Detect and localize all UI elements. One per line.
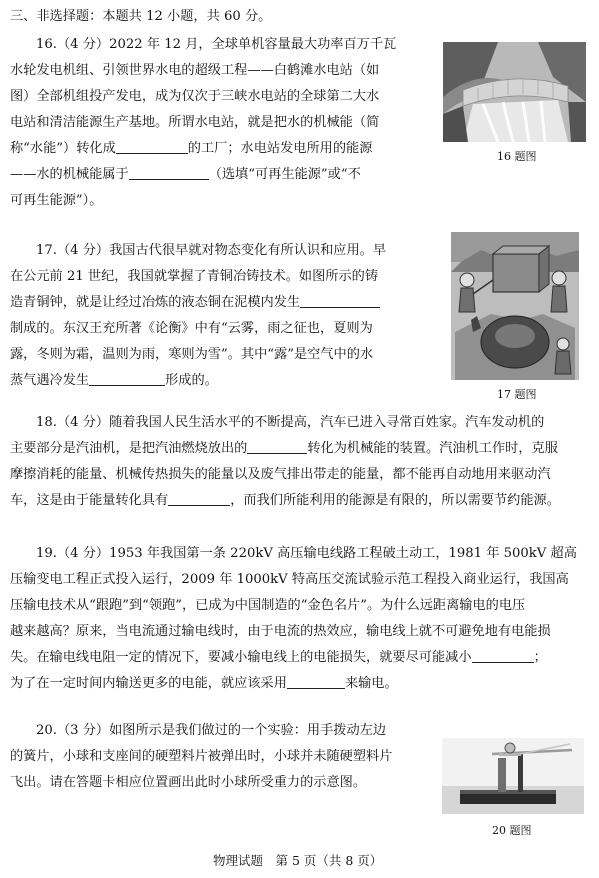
q16-line-6: ——水的机械能属于 （选填“可再生能源”或“不 bbox=[10, 162, 361, 188]
bronze-casting-illustration bbox=[451, 232, 579, 380]
q16-line-7: 可再生能源”）。 bbox=[10, 193, 103, 208]
q18-line-2: 主要部分是汽油机，是把汽油燃烧放出的 转化为机械能的装置。汽油机工作时，克服 bbox=[10, 436, 558, 462]
q19-blank-2[interactable] bbox=[287, 673, 345, 689]
page-footer: 物理试题 第 5 页（共 8 页） bbox=[213, 853, 383, 868]
q17-line-2: 在公元前 21 世纪，我国就掌握了青铜冶铸技术。如图所示的铸 bbox=[10, 269, 379, 284]
q17-line-1: 17.（4 分）我国古代很早就对物态变化有所认识和应用。早 bbox=[36, 243, 387, 258]
q17-blank-1[interactable] bbox=[300, 292, 380, 308]
q16-line-2: 水轮发电机组、引领世界水电的超级工程——白鹤滩水电站（如 bbox=[10, 63, 380, 78]
q18-line-3: 摩擦消耗的能量、机械传热损失的能量以及废气排出带走的能量，都不能再自动地用来驱动汽 bbox=[10, 467, 551, 482]
section-heading: 三、非选择题：本题共 12 小题，共 60 分。 bbox=[10, 9, 272, 24]
q20-line-1: 20.（3 分）如图所示是我们做过的一个实验：用手拨动左边 bbox=[36, 723, 387, 738]
q17-blank-2[interactable] bbox=[89, 370, 165, 386]
q16-line-5: 称“水能”）转化成 的工厂；水电站发电所用的能源 bbox=[10, 136, 372, 162]
q18-line-1: 18.（4 分）随着我国人民生活水平的不断提高，汽车已进入寻常百姓家。汽车发动机的 bbox=[36, 415, 545, 430]
q16-line-4: 电站和清洁能源生产基地。所谓水电站，就是把水的机械能（简 bbox=[10, 115, 380, 130]
q20-line-2: 的簧片，小球和支座间的硬塑料片被弹出时，小球并未随硬塑料片 bbox=[10, 749, 393, 764]
q19-line-4: 越来越高？原来，当电流通过输电线时，由于电流的热效应，输电线上就不可避免地有电能损 bbox=[10, 624, 551, 639]
q16-line-3: 图）全部机组投产发电，成为仅次于三峡水电站的全球第二大水 bbox=[10, 89, 380, 104]
inertia-apparatus-photo bbox=[442, 738, 584, 814]
q16-line-1: 16.（4 分）2022 年 12 月，全球单机容量最大功率百万千瓦 bbox=[36, 37, 397, 52]
q19-blank-1[interactable] bbox=[472, 647, 534, 663]
q17-caption: 17 题图 bbox=[497, 388, 537, 401]
q16-caption: 16 题图 bbox=[497, 150, 537, 163]
q19-line-2: 压输变电工程正式投入运行，2009 年 1000kV 特高压交流试验示范工程投入商业运行，我国高 bbox=[10, 572, 569, 587]
q17-line-6: 蒸气遇冷发生 形成的。 bbox=[10, 368, 218, 394]
q18-line-4: 车，这是由于能量转化具有 ，而我们所能利用的能源是有限的，所以需要节约能源。 bbox=[10, 488, 560, 514]
q16-blank-2[interactable] bbox=[129, 164, 209, 180]
q19-line-6: 为了在一定时间内输送更多的电能，就应该采用 来输电。 bbox=[10, 671, 398, 697]
q18-blank-1[interactable] bbox=[247, 438, 307, 454]
q19-line-3: 压输电技术从“跟跑”到“领跑”，已成为中国制造的“金色名片”。为什么远距离输电的电压 bbox=[10, 598, 526, 613]
q19-line-5: 失。在输电线电阻一定的情况下，要减小输电线上的电能损失，就要尽可能减小 ； bbox=[10, 645, 547, 671]
q18-blank-2[interactable] bbox=[168, 490, 230, 506]
dam-photo bbox=[443, 42, 586, 142]
q16-blank-1[interactable] bbox=[116, 138, 188, 154]
q20-caption: 20 题图 bbox=[492, 824, 532, 837]
q17-line-5: 露，冬则为霜，温则为雨，寒则为雪”。其中“露”是空气中的水 bbox=[10, 347, 374, 362]
q20-line-3: 飞出。请在答题卡相应位置画出此时小球所受重力的示意图。 bbox=[10, 775, 367, 790]
q17-line-3: 造青铜钟，就是让经过冶炼的液态铜在泥模内发生 bbox=[10, 290, 380, 316]
q19-line-1: 19.（4 分）1953 年我国第一条 220kV 高压输电线路工程破土动工，1981 年 500kV 超高 bbox=[36, 546, 577, 561]
q17-line-4: 制成的。东汉王充所著《论衡》中有“云雾，雨之征也，夏则为 bbox=[10, 321, 373, 336]
